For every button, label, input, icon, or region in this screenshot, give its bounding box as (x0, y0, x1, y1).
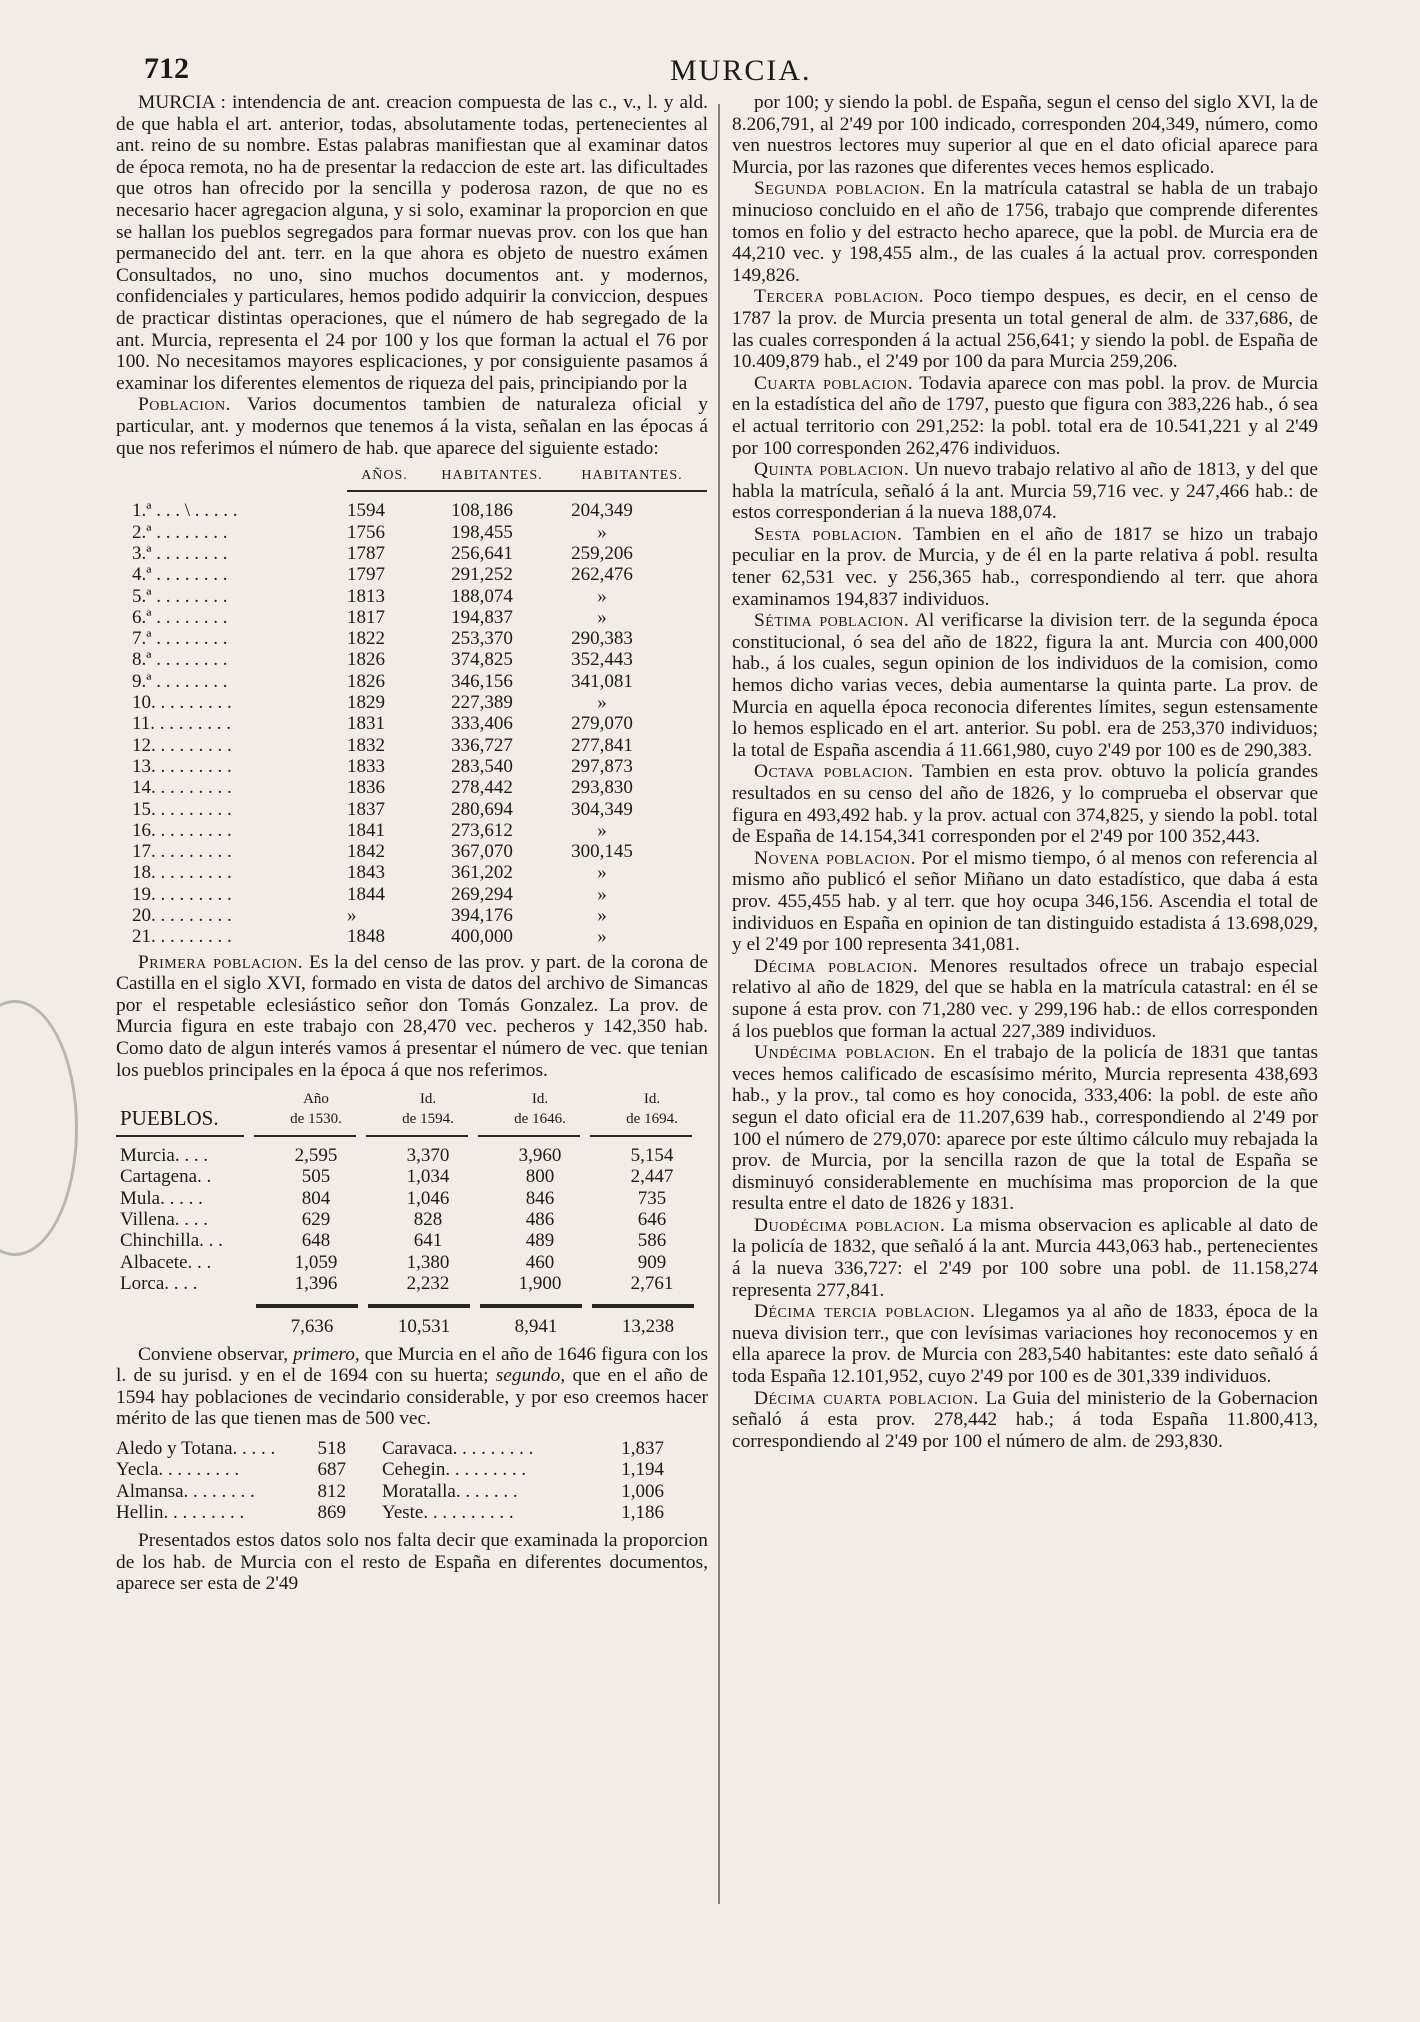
table-row (116, 1166, 708, 1187)
table-cell: 2,595 (294, 1145, 338, 1167)
col-header: Id. de 1594. (402, 1091, 454, 1128)
table-cell: 1843 (347, 862, 385, 884)
table-cell: 1822 (347, 628, 385, 650)
table-cell: 8.ª . . . . . . . . (132, 649, 228, 671)
table-cell: Mula. . . . . (120, 1187, 203, 1209)
section-head: Undécima poblacion. (754, 1042, 936, 1064)
table-cell: 304,349 (571, 798, 633, 820)
list-cell: 1,006 (621, 1480, 664, 1502)
table-cell: 1787 (347, 542, 385, 564)
table-cell: 800 (525, 1166, 555, 1188)
table-cell: 586 (637, 1230, 667, 1252)
total-cell: 10,531 (397, 1316, 451, 1338)
table-cell: 18. . . . . . . . . (132, 862, 232, 884)
table-cell: 204,349 (571, 500, 633, 522)
section-head: Segunda poblacion. (754, 178, 926, 200)
table-cell: 629 (301, 1209, 331, 1231)
table-cell: 279,070 (571, 713, 633, 735)
list-item (116, 1481, 708, 1503)
population-table-header (132, 465, 708, 486)
table-cell: 400,000 (451, 926, 513, 948)
total-cell: 7,636 (290, 1316, 334, 1338)
table-cell: 1837 (347, 798, 385, 820)
table-cell: 17. . . . . . . . . (132, 841, 232, 863)
table-cell: 4.ª . . . . . . . . (132, 564, 228, 586)
list-cell: 869 (317, 1502, 346, 1524)
col-header: AÑOS. (361, 468, 408, 484)
table-cell: 108,186 (451, 500, 513, 522)
table-cell: 2,761 (630, 1272, 674, 1294)
table-cell: 256,641 (451, 542, 513, 564)
table-cell: 2,232 (406, 1272, 450, 1294)
table-cell: 735 (637, 1187, 667, 1209)
list-cell: 812 (317, 1480, 346, 1502)
table-cell: 505 (301, 1166, 331, 1188)
poblacion-section: Cuarta poblacion. Todavia aparece con mas pobl. la prov. de Murcia en la estadística del año de 1797, puesto que figura con 383,226 hab., ó sea el actual territorio con 291,252: la pobl. total era de 10.541,221 y al 2'49 por 100 corresponden 262,476 individuos. (732, 372, 1318, 459)
total-cell: 8,941 (514, 1316, 558, 1338)
table-row (116, 1145, 708, 1166)
table-cell: » (597, 585, 607, 607)
table-row (132, 735, 708, 756)
table-cell: 1826 (347, 670, 385, 692)
table-row (132, 777, 708, 798)
column-divider (718, 104, 720, 1904)
table-cell: 1,034 (406, 1166, 450, 1188)
table-cell: 19. . . . . . . . . (132, 883, 232, 905)
page-title: MURCIA. (670, 54, 812, 87)
section-head: Poblacion. (138, 394, 231, 416)
table-cell: 293,830 (571, 777, 633, 799)
table-cell: Villena. . . . (120, 1209, 209, 1231)
section-head: Duodécima poblacion. (754, 1214, 946, 1236)
list-cell: Moratalla. . . . . . . (382, 1480, 518, 1502)
table-cell: 1829 (347, 692, 385, 714)
table-cell: » (597, 819, 607, 841)
table-cell: Chinchilla. . . (120, 1230, 223, 1252)
towns-table (116, 1089, 708, 1337)
primera-paragraph: Primera poblacion. Es la del censo de las prov. y part. de la corona de Castilla en el siglo XVI, formado en vista de datos del archivo de Simancas por el respetable eclesiástico señor don Tomás Gonzalez. La prov. de Murcia figura en este trabajo con 28,470 vec. pecheros y 142,350 hab. Como dato de algun interés vamos á presentar el número de vec. que tenian los pueblos principales en la época á que nos referimos. (116, 951, 708, 1081)
left-column (116, 92, 708, 1595)
section-head: Tercera poblacion. (754, 286, 925, 308)
table-cell: 367,070 (451, 841, 513, 863)
table-cell: 13. . . . . . . . . (132, 755, 232, 777)
section-head: Novena poblacion. (754, 847, 917, 869)
table-row (116, 1273, 708, 1294)
poblacion-section: Duodécima poblacion. La misma observacion es aplicable al dato de la policía de 1832, que señaló á la ant. Murcia 443,063 hab., pertenecientes á la nueva 336,727: el 2'49 por 100 sobre una pobl. de 11.158,274 representa 277,841. (732, 1214, 1318, 1301)
table-cell: » (347, 905, 357, 927)
towns-table-body (116, 1145, 708, 1294)
closing-paragraph: Presentados estos datos solo nos falta decir que examinada la proporcion de los hab. de Murcia con el resto de España en diferentes documentos, aparece ser esta de 2'49 (116, 1529, 708, 1595)
table-cell: 1844 (347, 883, 385, 905)
table-cell: 10. . . . . . . . . (132, 692, 232, 714)
section-head: Primera poblacion. (138, 951, 304, 973)
table-cell: 300,145 (571, 841, 633, 863)
table-cell: Cartagena. . (120, 1166, 212, 1188)
table-row (132, 628, 708, 649)
table-cell: 1826 (347, 649, 385, 671)
table-cell: 1832 (347, 734, 385, 756)
list-cell: 1,186 (621, 1502, 664, 1524)
table-cell: 648 (301, 1230, 331, 1252)
right-column (732, 92, 1318, 1452)
section-head: Décima poblacion. (754, 955, 919, 977)
table-cell: 280,694 (451, 798, 513, 820)
poblacion-section: Novena poblacion. Por el mismo tiempo, ó al menos con referencia al mismo año publicó el señor Miñano un dato estadístico, que daba á esta prov. 455,455 hab. y al terr. que hoy ocupa 346,156. Ascendia el total de individuos en España en opinion de tan distinguido estadista á 13.698,029, y el 2'49 por 100 representa 341,081. (732, 847, 1318, 956)
observation-paragraph: Conviene observar, primero, que Murcia en el año de 1646 figura con los l. de su jurisd. y en el de 1694 con su huerta; segundo, que en el año de 1594 hay poblaciones de vecindario considerable, y por eso creemos hacer mérito de las que tienen mas de 500 vec. (116, 1343, 708, 1430)
table-cell: 909 (637, 1251, 667, 1273)
table-cell: 3,960 (518, 1145, 562, 1167)
col-header: Año de 1530. (290, 1091, 342, 1128)
table-cell: 11. . . . . . . . . (132, 713, 232, 735)
col-header: PUEBLOS. (120, 1105, 219, 1130)
table-cell: 374,825 (451, 649, 513, 671)
table-cell: 253,370 (451, 628, 513, 650)
table-cell: 6.ª . . . . . . . . (132, 606, 228, 628)
table-row (132, 884, 708, 905)
poblacion-section: Quinta poblacion. Un nuevo trabajo relativo al año de 1813, y del que habla la matrícula, señaló á la ant. Murcia 59,716 vec. y 247,466 hab.: de estos corresponderian á la nueva 188,074. (732, 459, 1318, 524)
table-row (132, 926, 708, 947)
table-cell: 273,612 (451, 819, 513, 841)
table-cell: » (597, 521, 607, 543)
table-cell: 1,900 (518, 1272, 562, 1294)
table-cell: 1833 (347, 755, 385, 777)
continuation-paragraph: por 100; y siendo la pobl. de España, segun el censo del siglo XVI, la de 8.206,791, al 2'49 por 100 indicado, corresponden 204,349, número, como ven nuestros lectores muy superior al que en el dato oficial aparece para Murcia, por las razones que diferentes veces hemos esplicado. (732, 92, 1318, 178)
table-cell: 1756 (347, 521, 385, 543)
table-rule (256, 1304, 708, 1308)
table-cell: 804 (301, 1187, 331, 1209)
table-cell: 269,294 (451, 883, 513, 905)
towns-table-totals (116, 1316, 708, 1337)
table-cell: 12. . . . . . . . . (132, 734, 232, 756)
table-row (116, 1209, 708, 1230)
section-head: Octava poblacion. (754, 761, 914, 783)
table-cell: 1848 (347, 926, 385, 948)
poblacion-section: Sétima poblacion. Al verificarse la division terr. de la segunda época constitucional, ó sea del año de 1822, figura la ant. Murcia con 400,000 hab., á los cuales, segun opinion de los individuos de la comision, como hemos dicho varias veces, debia aumentarse la quinta parte. La prov. de Murcia en aquella época reconocia diferentes límites, segun estensamente lo hemos esplicado en el art. anterior. Su pobl. era de 253,370 individuos; la total de España ascendia á 11.661,980, cuyo 2'49 por 100 es de 290,383. (732, 610, 1318, 761)
table-cell: 16. . . . . . . . . (132, 819, 232, 841)
poblacion-paragraph: Poblacion. Varios documentos tambien de naturaleza oficial y particular, ant. y modernos que tenemos á la vista, señalan en las épocas á que nos referimos el número de hab. que aparece del siguiente estado: (116, 394, 709, 459)
table-rule (347, 490, 707, 492)
col-header: Id. de 1694. (626, 1091, 678, 1128)
table-cell: 5,154 (630, 1145, 674, 1167)
table-cell: 7.ª . . . . . . . . (132, 628, 228, 650)
table-cell: 1,380 (406, 1251, 450, 1273)
table-cell: 262,476 (571, 564, 633, 586)
table-row (132, 841, 708, 862)
table-cell: 9.ª . . . . . . . . (132, 670, 228, 692)
table-cell: 460 (525, 1251, 555, 1273)
table-cell: 291,252 (451, 564, 513, 586)
table-row (132, 756, 708, 777)
large-towns-list (116, 1438, 708, 1524)
poblacion-section: Sesta poblacion. Tambien en el año de 1817 se hizo un trabajo peculiar en la prov. de Murcia, y de él en la parte relativa á pobl. resulta tener 62,531 vec. y 256,365 hab., correspondiendo al terr. que ahora examinamos 194,837 individuos. (732, 523, 1318, 610)
poblacion-section: Segunda poblacion. En la matrícula catastral se habla de un trabajo minucioso concluido en el año de 1756, trabajo que comprende diferentes tomos en folio y del estracto hecho aparece, que la pobl. de Murcia era de 44,210 vec. y 198,455 alm., de las cuales á la actual prov. corresponden 149,826. (732, 178, 1319, 286)
poblacion-section: Octava poblacion. Tambien en esta prov. obtuvo la policía grandes resultados en su censo del año de 1826, y lo comprueba el observar que figura en 493,492 hab. y la prov. actual con 374,825, y siendo la pobl. total de España de 14.154,341 corresponden por el 2'49 por 100 352,443. (732, 761, 1319, 848)
list-item (116, 1502, 708, 1524)
section-head: Décima tercia poblacion. (754, 1301, 976, 1323)
table-cell: 641 (413, 1230, 443, 1252)
intro-paragraph: MURCIA : intendencia de ant. creacion compuesta de las c., v., l. y ald. de que habla el art. anterior, todas, absolutamente todas, pertenecientes al ant. reino de su nombre. Estas palabras manifiestan que al examinar datos de época remota, no ha de presentar la redaccion de este art. las dificultades que otros han ofrecido por la sencilla y poderosa razon, de que no es necesario hacer agregacion alguna, y si solo, examinar la proporcion en que se hallan los pueblos segregados para formar nuevas prov. con los que han permanecido del ant. terr. en la que ahora es objeto de nuestro exámen Consultados, no uno, sino muchos documentos ant. y modernos, confidenciales y particulares, hemos podido adquirir la conviccion, despues de practicar distintas operaciones, que el número de hab segregado de la ant. Murcia, representa el 24 por 100 y los que forman la actual el 76 por 100. No necesitamos mayores esplicaciones, y por consiguiente pasamos á examinar los diferentes elementos de riqueza del pais, principiando por la (116, 92, 708, 394)
table-row (116, 1252, 708, 1273)
section-head: Quinta poblacion. (754, 459, 910, 481)
table-cell: 198,455 (451, 521, 513, 543)
table-row (132, 586, 708, 607)
table-cell: 486 (525, 1209, 555, 1231)
table-cell: 278,442 (451, 777, 513, 799)
table-cell: 2,447 (630, 1166, 674, 1188)
table-cell: 297,873 (571, 755, 633, 777)
table-cell: 394,176 (451, 905, 513, 927)
table-cell: Murcia. . . . (120, 1145, 209, 1167)
table-row (116, 1230, 708, 1251)
table-cell: 283,540 (451, 755, 513, 777)
table-cell: 1836 (347, 777, 385, 799)
poblacion-section: Undécima poblacion. En el trabajo de la policía de 1831 que tantas veces hemos calificado de escasísimo mérito, Murcia representa 438,693 hab., y la prov., tal como es hoy conocida, 333,406: la pobl. de este año segun el dato oficial era de 11.207,639 hab., correspondiendo al 2'49 por 100 el número de 279,070: aparece por este último cálculo muy rebajada la prov. de Murcia, por la sencilla razon de que la total de España se disminuyó considerablemente en muchísima mas proporcion de la que resulta entre el dato de 1826 y 1831. (732, 1042, 1318, 1215)
table-row (132, 500, 708, 521)
table-row (132, 799, 708, 820)
section-head: Sesta poblacion. (754, 523, 903, 545)
list-cell: 518 (317, 1437, 346, 1459)
col-header: Id. de 1646. (514, 1091, 566, 1128)
table-cell: 3,370 (406, 1145, 450, 1167)
table-cell: 1841 (347, 819, 385, 841)
table-row (132, 692, 708, 713)
table-cell: » (597, 862, 607, 884)
table-cell: 5.ª . . . . . . . . (132, 585, 228, 607)
table-cell: 277,841 (571, 734, 633, 756)
table-row (132, 713, 708, 734)
towns-table-header (116, 1089, 708, 1129)
table-row (132, 564, 708, 585)
total-cell: 13,238 (621, 1316, 675, 1338)
list-item (116, 1438, 708, 1460)
table-cell: 1817 (347, 606, 385, 628)
table-cell: 1,046 (406, 1187, 450, 1209)
library-stamp (0, 1000, 78, 1256)
section-head: Sétima poblacion. (754, 610, 910, 632)
table-cell: 290,383 (571, 628, 633, 650)
section-head: Cuarta poblacion. (754, 372, 914, 394)
table-row (132, 820, 708, 841)
table-cell: 227,389 (451, 692, 513, 714)
poblacion-section: Décima tercia poblacion. Llegamos ya al año de 1833, época de la nueva division terr., que con levísimas variaciones hoy reconocemos y en ella aparece la prov. de Murcia con 283,540 habitantes: este dato señaló á toda España 12.101,952, cuyo 2'49 por 100 es de 301,339 individuos. (732, 1301, 1318, 1388)
col-header: HABITANTES. (441, 468, 543, 484)
table-cell: 14. . . . . . . . . (132, 777, 232, 799)
table-row (132, 649, 708, 670)
table-cell: 646 (637, 1209, 667, 1231)
table-row (132, 607, 708, 628)
table-cell: 188,074 (451, 585, 513, 607)
list-cell: 1,194 (621, 1459, 664, 1481)
table-cell: 1,059 (294, 1251, 338, 1273)
table-cell: 341,081 (571, 670, 633, 692)
population-table-body (132, 500, 708, 947)
table-cell: 1842 (347, 841, 385, 863)
table-cell: Lorca. . . . (120, 1272, 198, 1294)
list-cell: Hellin. . . . . . . . . (116, 1502, 245, 1524)
list-cell: Almansa. . . . . . . . (116, 1480, 255, 1502)
table-cell: 846 (525, 1187, 555, 1209)
table-cell: 1831 (347, 713, 385, 735)
table-cell: » (597, 692, 607, 714)
table-cell: 828 (413, 1209, 443, 1231)
poblacion-section: Décima poblacion. Menores resultados ofrece un trabajo especial relativo al año de 1829, del que se habla en la matrícula catastral: en él se supone á esta prov. con 71,280 vec. y 299,196 hab.: de ellos corresponden á los pueblos que forman la actual 227,389 individuos. (732, 955, 1318, 1042)
table-cell: 1.ª . . . \ . . . . . (132, 500, 238, 522)
list-cell: Yeste. . . . . . . . . . (382, 1502, 514, 1524)
section-head: Décima cuarta poblacion. (754, 1387, 979, 1409)
table-cell: 1797 (347, 564, 385, 586)
col-header: HABITANTES. (581, 468, 683, 484)
page-number: 712 (144, 52, 189, 85)
table-cell: 333,406 (451, 713, 513, 735)
list-item (116, 1459, 708, 1481)
table-cell: 352,443 (571, 649, 633, 671)
table-cell: 1594 (347, 500, 385, 522)
list-cell: Caravaca. . . . . . . . . (382, 1437, 534, 1459)
list-cell: Aledo y Totana. . . . . (116, 1437, 276, 1459)
table-cell: 1813 (347, 585, 385, 607)
table-cell: » (597, 905, 607, 927)
table-cell: 489 (525, 1230, 555, 1252)
table-row (132, 543, 708, 564)
table-cell: 2.ª . . . . . . . . (132, 521, 228, 543)
table-cell: » (597, 926, 607, 948)
table-cell: 21. . . . . . . . . (132, 926, 232, 948)
table-cell: 3.ª . . . . . . . . (132, 542, 228, 564)
list-cell: 687 (317, 1459, 346, 1481)
table-cell: Albacete. . . (120, 1251, 212, 1273)
poblacion-section: Tercera poblacion. Poco tiempo despues, es decir, en el censo de 1787 la prov. de Murcia presenta un total general de alm. de 337,686, de las cuales corresponden á la actual 256,641; y siendo la pobl. de España de 10.409,879 hab., el 2'49 por 100 da para Murcia 259,206. (732, 286, 1318, 373)
table-cell: 346,156 (451, 670, 513, 692)
table-cell: 194,837 (451, 606, 513, 628)
table-cell: 259,206 (571, 542, 633, 564)
list-cell: Cehegin. . . . . . . . . (382, 1459, 527, 1481)
table-row (132, 905, 708, 926)
table-row (116, 1188, 708, 1209)
table-cell: 336,727 (451, 734, 513, 756)
table-cell: 361,202 (451, 862, 513, 884)
list-cell: 1,837 (621, 1437, 664, 1459)
table-cell: 20. . . . . . . . . (132, 905, 232, 927)
table-cell: » (597, 883, 607, 905)
table-cell: 1,396 (294, 1272, 338, 1294)
list-cell: Yecla. . . . . . . . . (116, 1459, 240, 1481)
table-row (132, 862, 708, 883)
table-cell: » (597, 606, 607, 628)
table-cell: 15. . . . . . . . . (132, 798, 232, 820)
table-rule (116, 1135, 708, 1137)
table-row (132, 671, 708, 692)
poblacion-section: Décima cuarta poblacion. La Guia del ministerio de la Gobernacion señaló á esta prov. 278,442 hab.; á toda España 11.800,413, correspondiendo al 2'49 por 100 el número de alm. de 293,830. (732, 1387, 1318, 1452)
population-table (132, 465, 708, 948)
table-row (132, 522, 708, 543)
